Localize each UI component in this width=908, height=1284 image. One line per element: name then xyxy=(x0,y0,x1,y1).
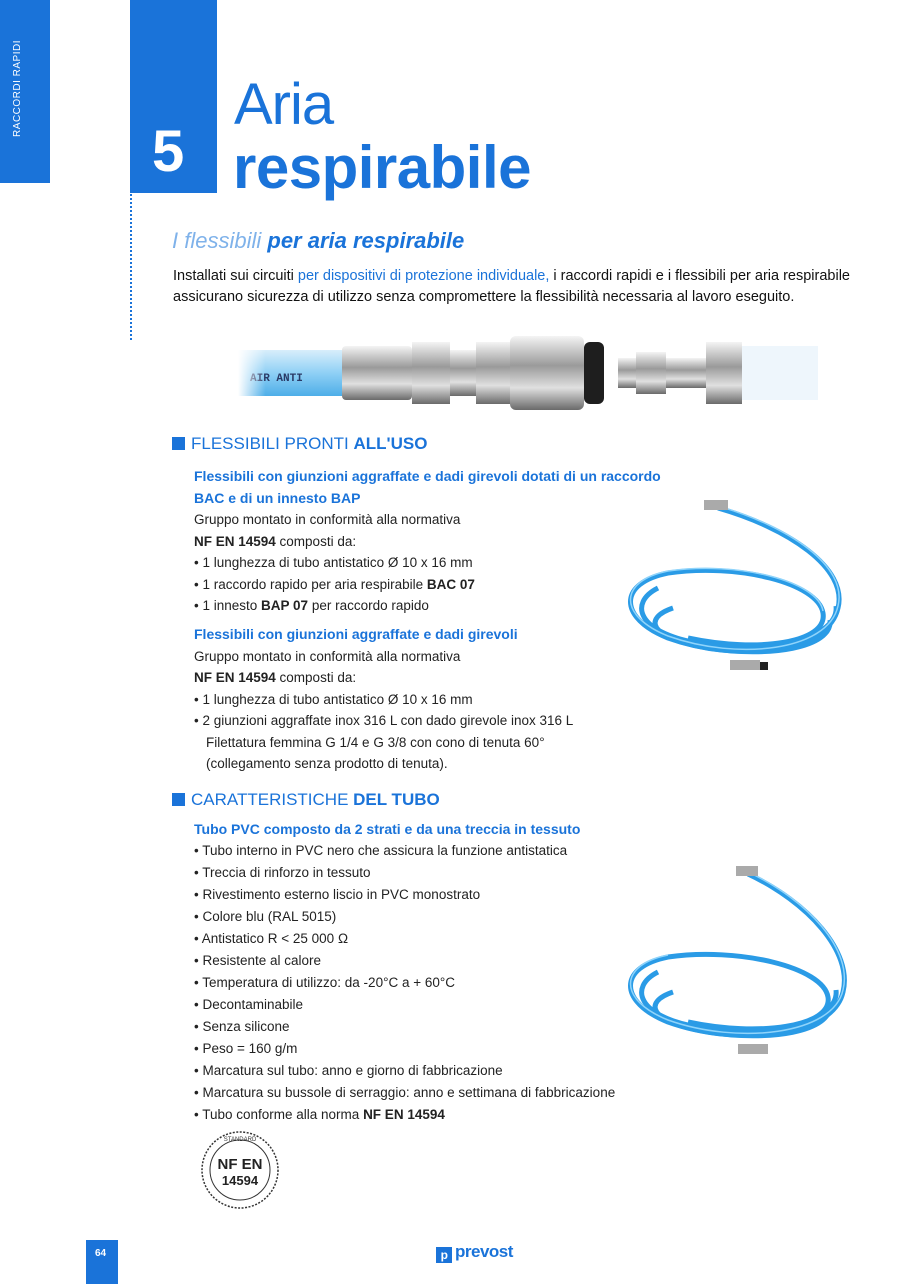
section1-title-light: FLESSIBILI PRONTI xyxy=(191,434,354,453)
tube-item: • Rivestimento esterno liscio in PVC monostrato xyxy=(194,887,481,902)
side-tab-label: RACCORDI RAPIDI xyxy=(12,40,23,137)
tube-item: • Marcatura sul tubo: anno e giorno di fabbricazione xyxy=(194,1063,503,1078)
block-b-heading: Flessibili con giunzioni aggraffate e dadi girevoli xyxy=(194,626,518,642)
tube-item: • Colore blu (RAL 5015) xyxy=(194,909,337,924)
block-b-item1: • 1 lunghezza di tubo antistatico Ø 10 x 16 mm xyxy=(194,691,473,707)
subtitle-bold: per aria respirabile xyxy=(267,228,465,253)
coupling-image xyxy=(238,328,818,418)
section-heading-tube xyxy=(172,790,440,810)
badge-line1: NF EN xyxy=(217,1156,263,1173)
block-b-norm: NF EN 14594 xyxy=(194,670,276,685)
prevost-logo xyxy=(436,1242,513,1263)
block-b-item2-cont1: Filettatura femmina G 1/4 e G 3/8 con cono di tenuta 60° xyxy=(206,734,545,750)
section1-title-bold: ALL'USO xyxy=(353,434,428,453)
tube-item: • Decontaminabile xyxy=(194,997,304,1012)
chapter-number: 5 xyxy=(152,119,185,184)
hose-image-1 xyxy=(618,488,858,698)
block-a-line1: Gruppo montato in conformità alla normativa xyxy=(194,512,461,527)
tube-item-last-text: • Tubo conforme alla norma xyxy=(194,1107,364,1122)
block-a-item2-bold: BAC 07 xyxy=(426,576,475,592)
tube-item: • Marcatura su bussole di serraggio: anno e settimana di fabbricazione xyxy=(194,1085,616,1100)
block-b xyxy=(194,624,624,775)
chapter-number-box xyxy=(130,0,217,193)
section-heading-ready xyxy=(172,434,427,454)
block-a-heading: Flessibili con giunzioni aggraffate e dadi girevoli dotati di un raccordo BAC e di un innesto BAP xyxy=(194,468,661,506)
intro-text-2: i raccordi rapidi e i flessibili per aria respirabile assicurano sicurezza di utilizzo senza compromettere la flessibilità necessaria al lavoro eseguito. xyxy=(173,268,850,305)
badge-ring-text: STANDARD xyxy=(223,1137,257,1143)
logo-text: prevost xyxy=(455,1242,513,1261)
block-b-line1: Gruppo montato in conformità alla normativa xyxy=(194,648,461,664)
nf-standard-badge xyxy=(200,1130,280,1210)
badge-line2: 14594 xyxy=(221,1173,259,1188)
section2-title-light: CARATTERISTICHE xyxy=(191,790,354,809)
page-title-line1: Aria xyxy=(234,72,334,137)
block-a-item2-text: • 1 raccordo rapido per aria respirabile xyxy=(194,576,427,592)
tube-item: • Peso = 160 g/m xyxy=(194,1041,298,1056)
block-a-item1: • 1 lunghezza di tubo antistatico Ø 10 x 16 mm xyxy=(194,555,473,570)
tube-item: • Senza silicone xyxy=(194,1019,290,1034)
block-a-item3-bold: BAP 07 xyxy=(261,598,309,613)
dotted-divider xyxy=(130,190,132,340)
block-b-norm-suffix: composti da: xyxy=(275,670,357,685)
tube-item: • Temperatura di utilizzo: da -20°C a + 60°C xyxy=(194,975,456,990)
block-a-item3-post: per raccordo rapido xyxy=(308,598,429,613)
tube-heading: Tubo PVC composto da 2 strati e da una treccia in tessuto xyxy=(194,821,581,837)
page-title-line2: respirabile xyxy=(233,134,531,201)
block-a-norm: NF EN 14594 xyxy=(194,533,276,549)
tube-features xyxy=(194,818,674,1126)
block-b-item2-cont2: (collegamento senza prodotto di tenuta). xyxy=(206,756,448,771)
hose-image-2 xyxy=(618,862,858,1082)
tube-item: • Tubo interno in PVC nero che assicura la funzione antistatica xyxy=(194,843,568,858)
section-bullet-icon xyxy=(172,437,185,450)
tube-item: • Treccia di rinforzo in tessuto xyxy=(194,865,371,880)
subtitle-light: I flessibili xyxy=(172,228,262,253)
logo-mark-icon: p xyxy=(436,1247,452,1263)
page-number: 64 xyxy=(95,1248,107,1259)
intro-text-1: Installati sui circuiti xyxy=(173,268,298,284)
block-a-norm-suffix: composti da: xyxy=(275,533,357,549)
side-tab xyxy=(0,0,50,183)
block-a-item3-text: • 1 innesto xyxy=(194,598,262,613)
intro-highlight: per dispositivi di protezione individuale, xyxy=(297,268,550,284)
tube-item-last xyxy=(194,1104,674,1126)
block-b-item2: • 2 giunzioni aggraffate inox 316 L con dado girevole inox 316 L xyxy=(194,713,574,728)
tube-item: • Antistatico R < 25 000 Ω xyxy=(194,931,349,946)
section-bullet-icon xyxy=(172,793,185,806)
block-b-norm-line xyxy=(194,667,624,689)
tube-item: • Resistente al calore xyxy=(194,953,322,968)
section2-title-bold: DEL TUBO xyxy=(353,790,440,809)
intro-paragraph xyxy=(173,266,853,308)
subtitle xyxy=(172,228,464,254)
tube-item-last-bold: NF EN 14594 xyxy=(363,1107,445,1122)
page-number-box xyxy=(86,1240,118,1284)
